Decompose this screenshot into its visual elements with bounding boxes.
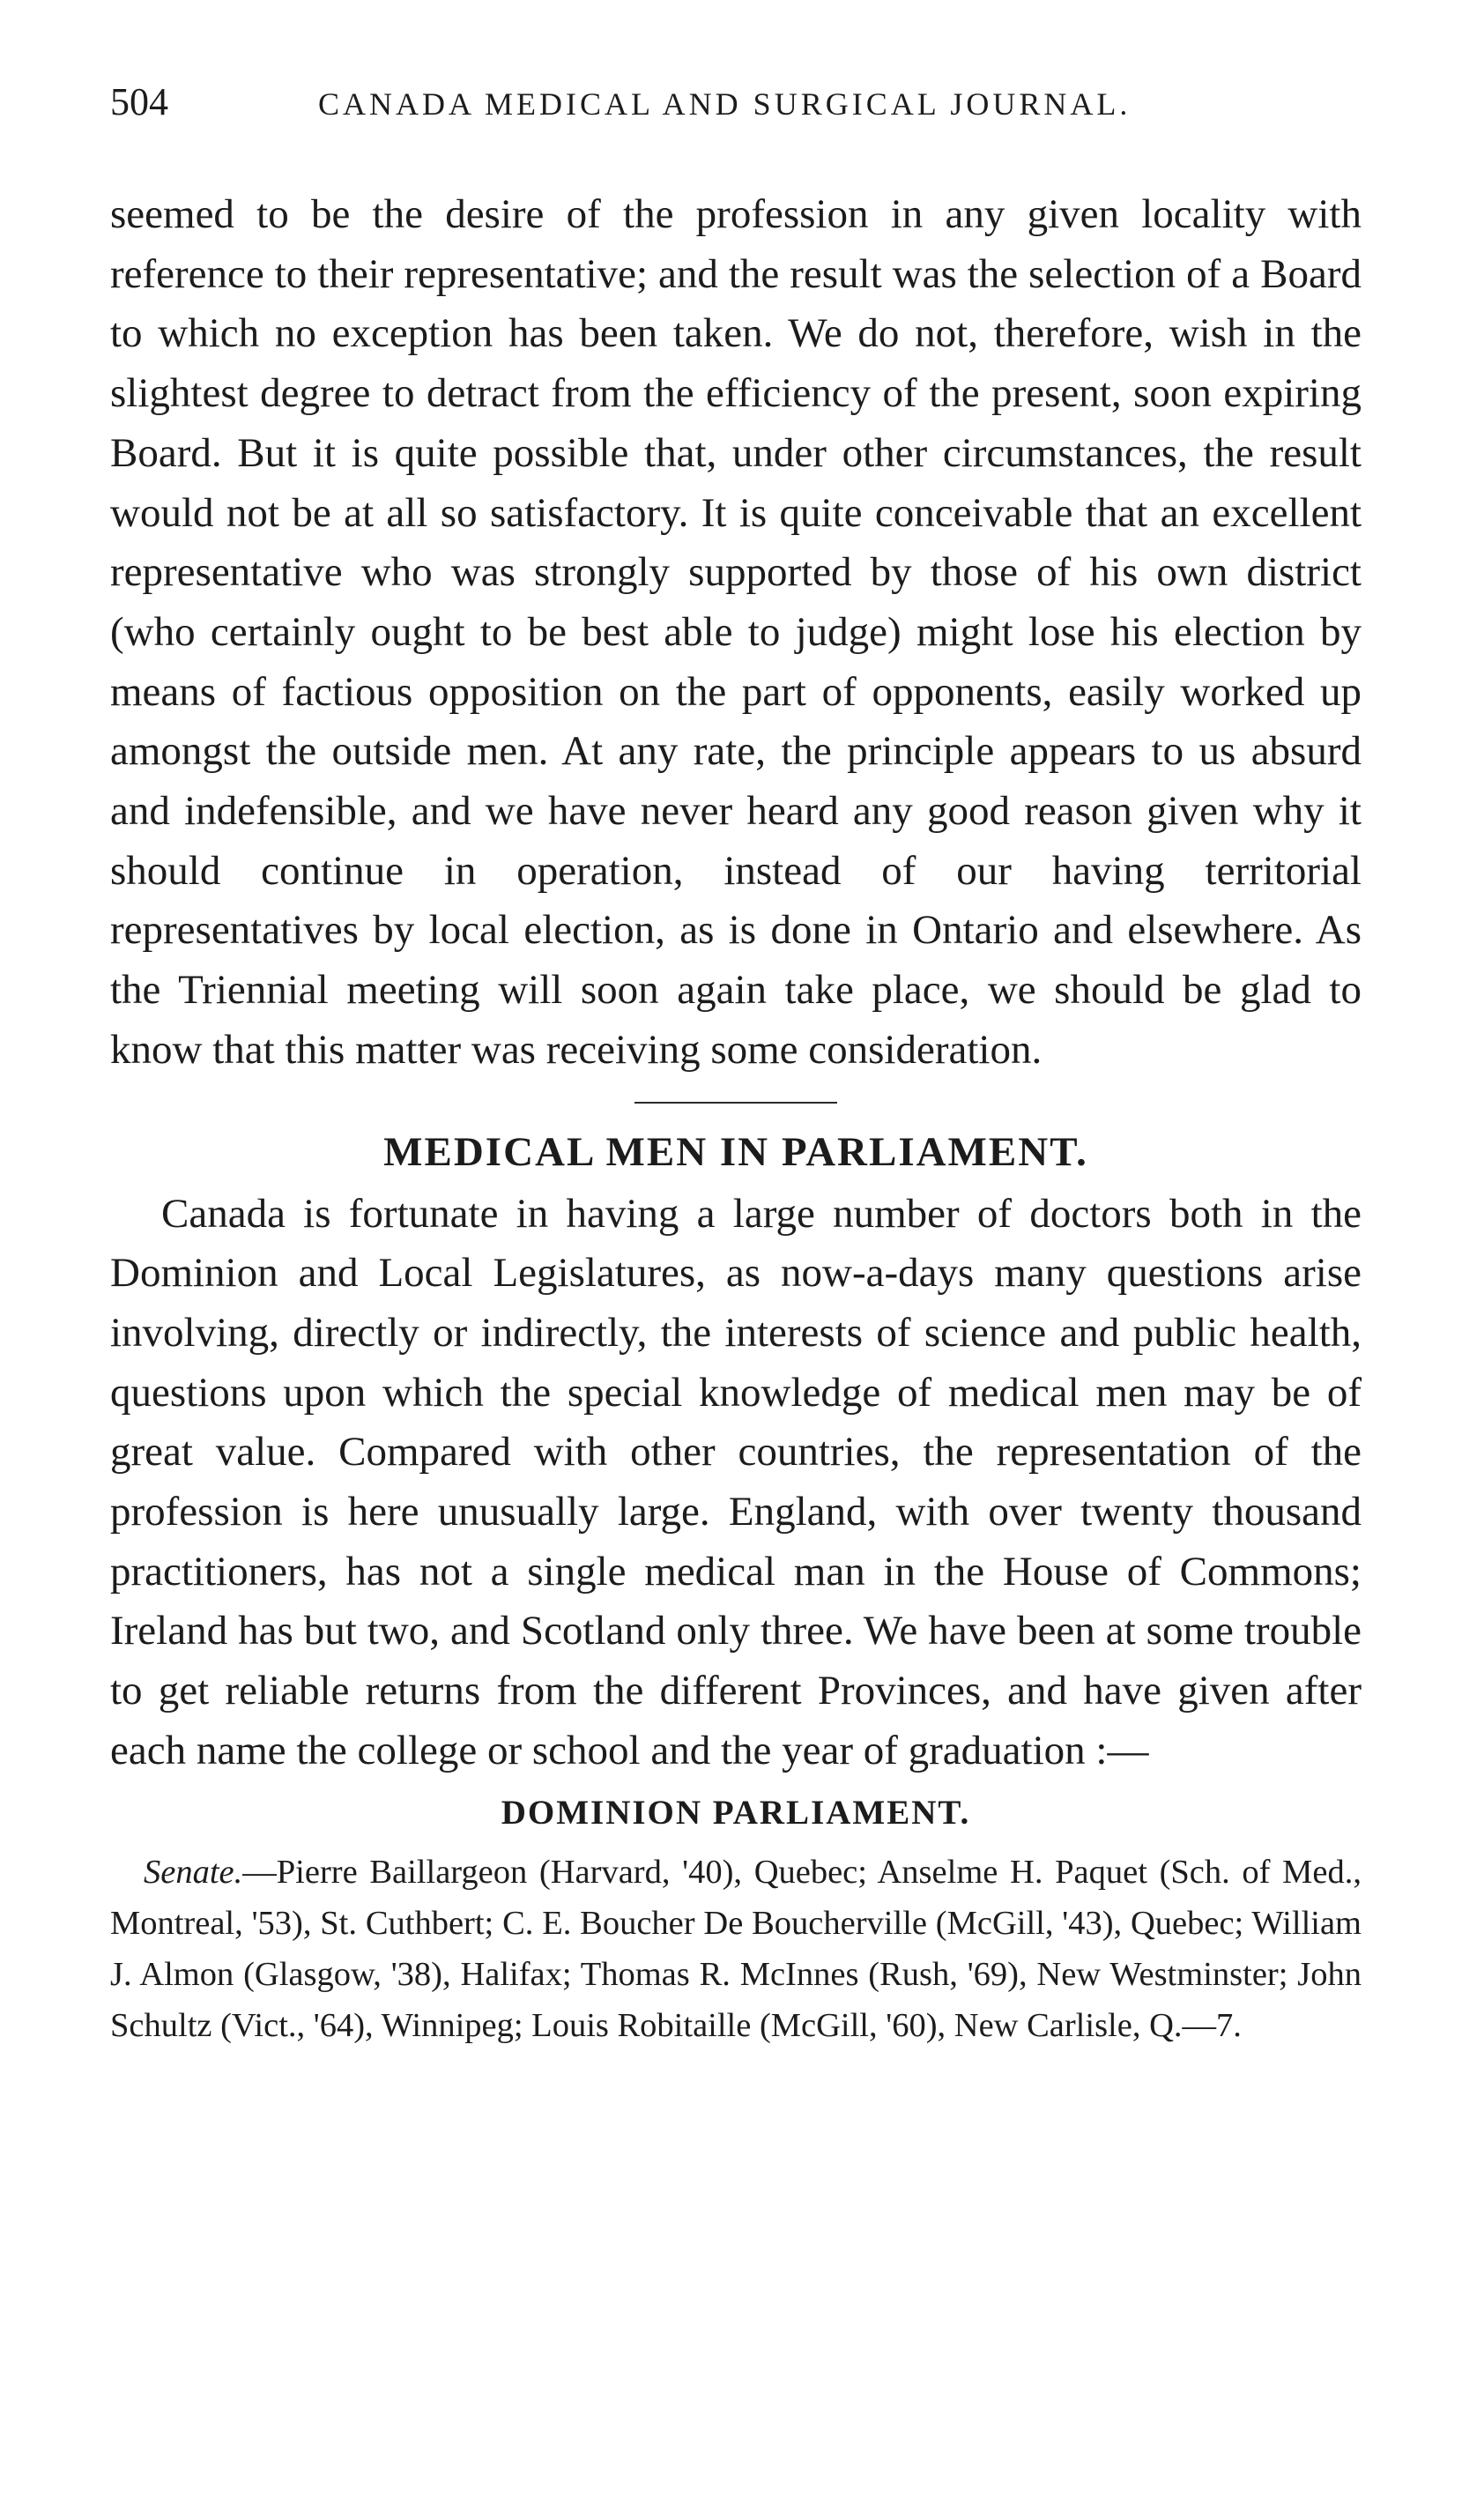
journal-title: CANADA MEDICAL AND SURGICAL JOURNAL.	[318, 86, 1132, 122]
page-number: 504	[110, 80, 168, 123]
subsection-heading: DOMINION PARLIAMENT.	[501, 1793, 971, 1832]
section-paragraph: Canada is fortunate in having a large number of doctors both in the Dominion and Local Legislatures, as now-a-days many questions arise involving, directly or indirectly, the interests of science and public health, questions upon which the special knowledge of medical men may be of great value. Compared with other countries, the representation of the profession is here unusually large. England, with over twenty thousand practitioners, has not a single medical man in the House of Commons; Ireland has but two, and Scotland only three. We have been at some trouble to get reliable returns from the different Provinces, and have given after each name the college or school and the year of graduation :—	[110, 1190, 1362, 1773]
journal-page	[110, 79, 1362, 2051]
senate-members: —Pierre Baillargeon (Harvard, '40), Quebec; Anselme H. Paquet (Sch. of Med., Montreal, '53), St. Cuthbert; C. E. Boucher De Boucherville (McGill, '43), Quebec; William J. Almon (Glasgow, '38), Halifax; Thomas R. McInnes (Rush, '69), New Westminster; John Schultz (Vict., '64), Winnipeg; Louis Robitaille (McGill, '60), New Carlisle, Q.—7.	[110, 1853, 1362, 2044]
section-heading: MEDICAL MEN IN PARLIAMENT.	[383, 1128, 1088, 1175]
section-divider	[634, 1102, 837, 1104]
senate-list	[110, 1847, 1362, 2051]
body-paragraph-continued: seemed to be the desire of the profession in any given locality with reference to their representative; and the result was the selection of a Board to which no exception has been taken. We do not, therefore, wish in the slightest degree to detract from the efficiency of the present, soon expiring Board. But it is quite possible that, under other circumstances, the result would not be at all so satisfactory. It is quite conceivable that an excellent representative who was strongly supported by those of his own district (who certainly ought to be best able to judge) might lose his election by means of factious opposition on the part of opponents, easily worked up amongst the outside men. At any rate, the principle appears to us absurd and indefensible, and we have never heard any good reason given why it should continue in operation, instead of our having territorial representatives by local election, as is done in Ontario and elsewhere. As the Triennial meeting will soon again take place, we should be glad to know that this matter was receiving some consideration.	[110, 191, 1362, 1073]
senate-label: Senate.	[144, 1853, 243, 1891]
running-header	[110, 79, 1362, 132]
